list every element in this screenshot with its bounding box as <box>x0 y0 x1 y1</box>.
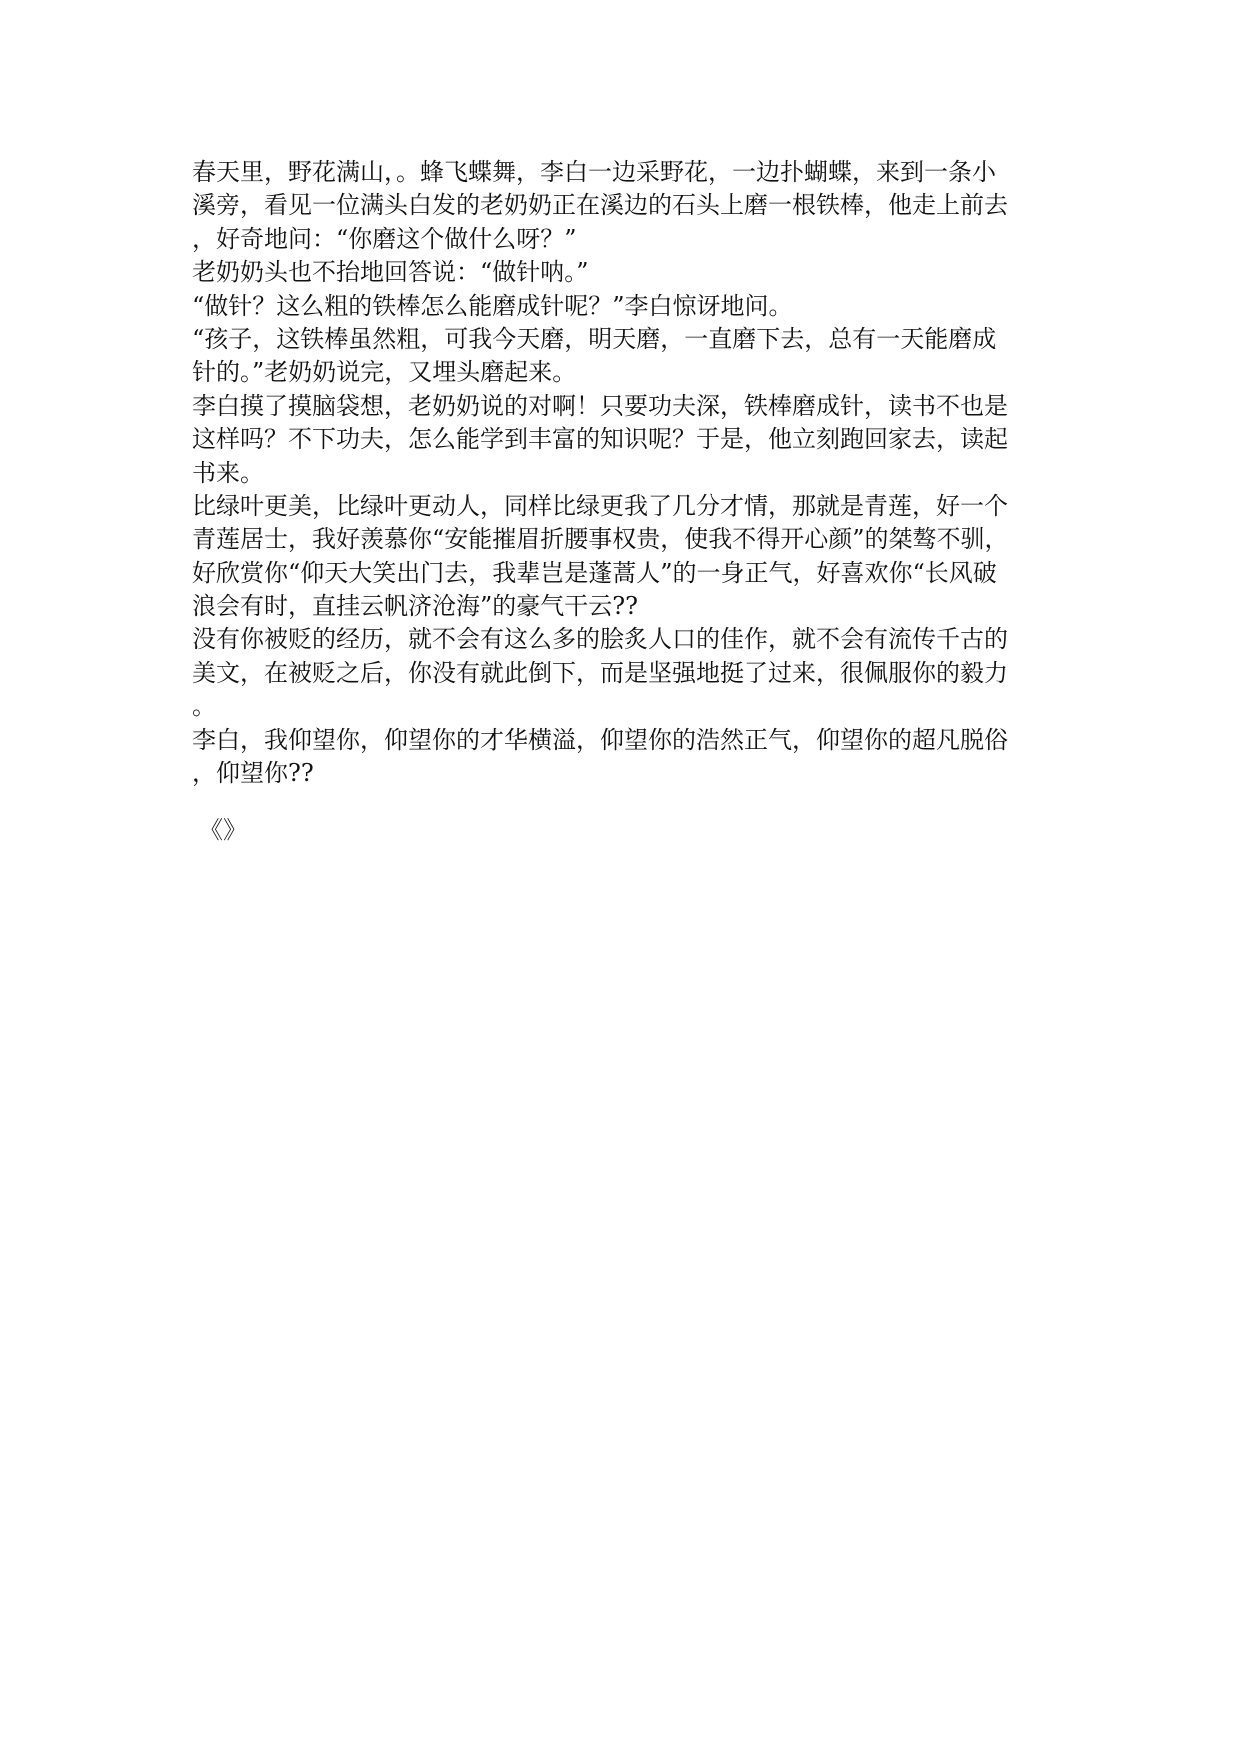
text-line: 溪旁，看见一位满头白发的老奶奶正在溪边的石头上磨一根铁棒，他走上前去 <box>192 191 1008 220</box>
text-line: 李白摸了摸脑袋想，老奶奶说的对啊！只要功夫深，铁棒磨成针，读书不也是 <box>192 391 1008 420</box>
text-line: 针的。”老奶奶说完，又埋头磨起来。 <box>192 358 577 387</box>
text-line: 好欣赏你“仰天大笑出门去，我辈岂是蓬蒿人”的一身正气，好喜欢你“长风破 <box>192 558 997 587</box>
text-line: 书来。 <box>192 458 264 487</box>
text-line: 比绿叶更美，比绿叶更动人，同样比绿更我了几分才情，那就是青莲，好一个 <box>192 491 1008 520</box>
document-body <box>192 156 1052 790</box>
text-line: 青莲居士，我好羡慕你“安能摧眉折腰事权贵，使我不得开心颜”的桀骜不驯， <box>192 525 1009 554</box>
paragraph <box>192 256 1052 289</box>
text-line: “做针？这么粗的铁棒怎么能磨成针呢？”李白惊讶地问。 <box>192 291 793 320</box>
paragraph <box>192 390 1052 490</box>
paragraph <box>192 323 1052 390</box>
paragraph <box>192 724 1052 791</box>
text-line: 浪会有时，直挂云帆济沧海”的豪气干云?? <box>192 592 639 621</box>
paragraph <box>192 490 1052 624</box>
paragraph <box>192 623 1052 723</box>
text-line: “孩子，这铁棒虽然粗，可我今天磨，明天磨，一直磨下去，总有一天能磨成 <box>192 324 997 353</box>
text-line: 没有你被贬的经历，就不会有这么多的脍炙人口的佳作，就不会有流传千古的 <box>192 625 1008 654</box>
text-line: ，仰望你?? <box>192 759 314 788</box>
text-line: 老奶奶头也不抬地回答说：“做针呐。” <box>192 258 589 287</box>
text-line: 这样吗？不下功夫，怎么能学到丰富的知识呢？于是，他立刻跑回家去，读起 <box>192 425 1008 454</box>
text-line: 美文，在被贬之后，你没有就此倒下，而是坚强地挺了过来，很佩服你的毅力 <box>192 658 1008 687</box>
paragraph <box>192 156 1052 256</box>
text-line: 春天里，野花满山，。蜂飞蝶舞，李白一边采野花，一边扑蝴蝶，来到一条小 <box>192 158 996 186</box>
text-line: 李白，我仰望你，仰望你的才华横溢，仰望你的浩然正气，仰望你的超凡脱俗 <box>192 725 1008 754</box>
text-line: 。 <box>192 692 216 721</box>
paragraph <box>192 290 1052 323</box>
title-brackets: 《》 <box>199 816 247 844</box>
text-line: ，好奇地问：“你磨这个做什么呀？” <box>192 224 577 253</box>
